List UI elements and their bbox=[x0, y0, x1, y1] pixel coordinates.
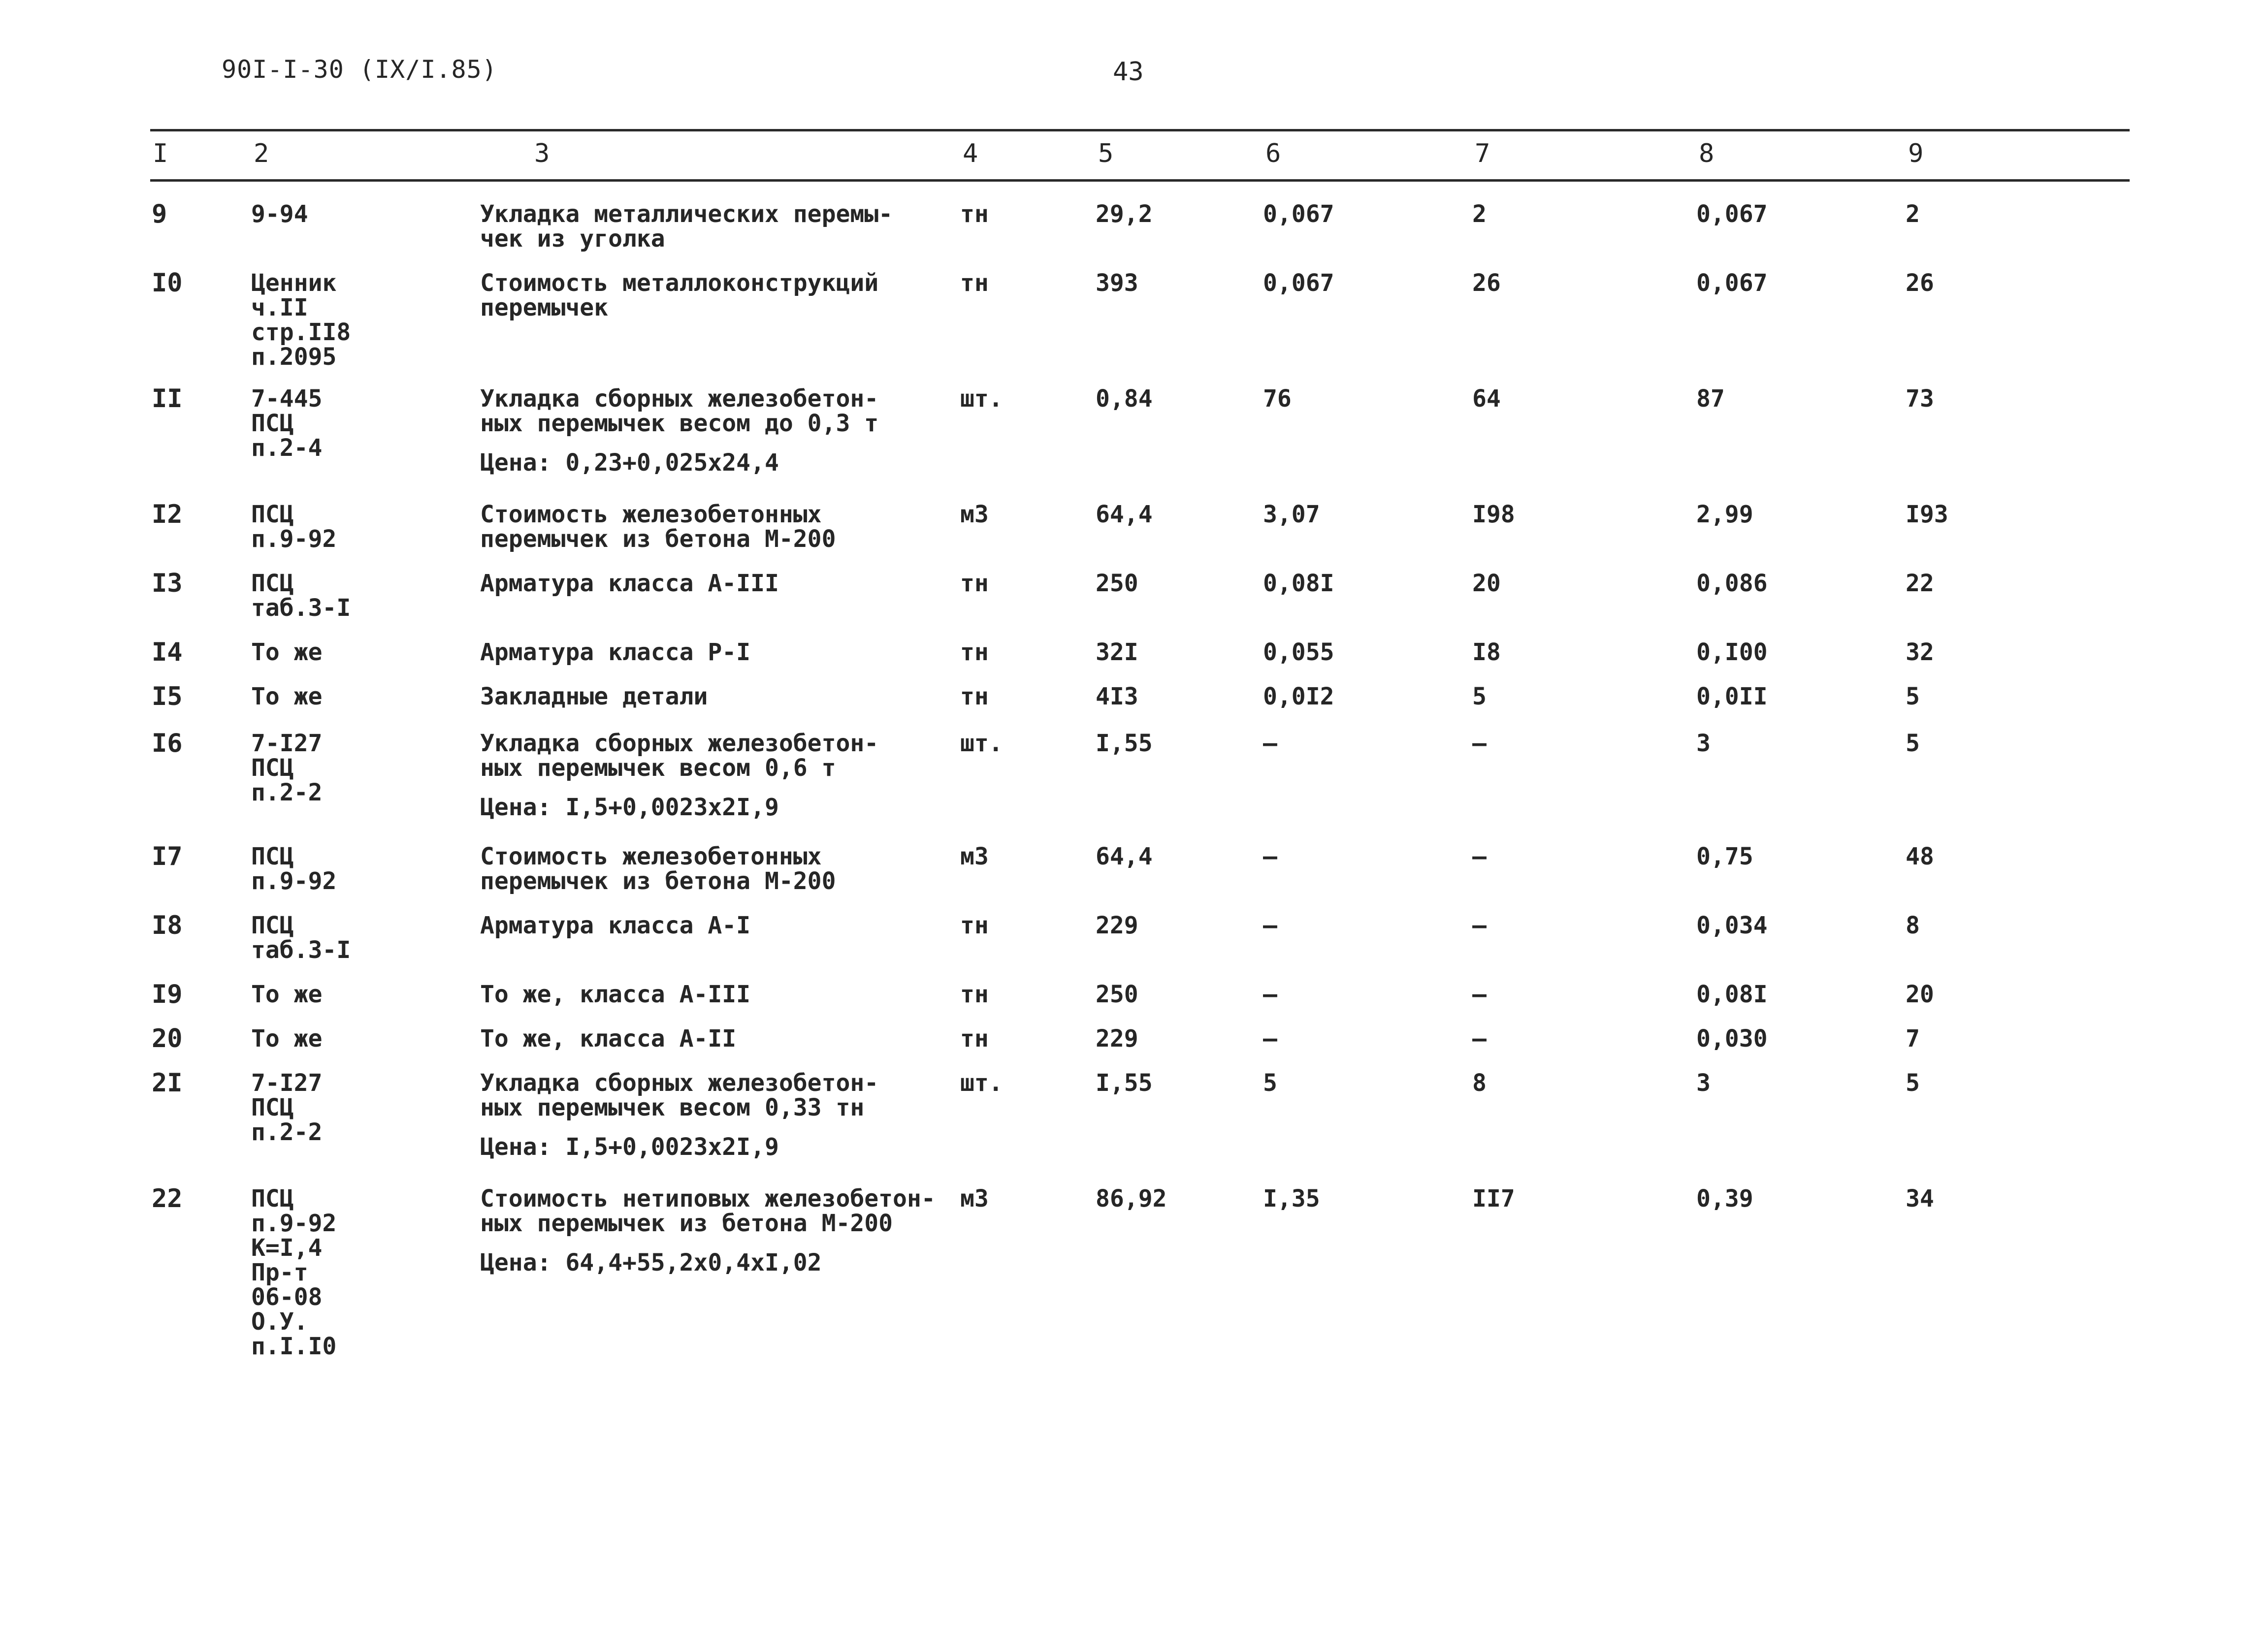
quantity-2: 0,086 bbox=[1696, 570, 1768, 597]
price-formula: Цена: 0,23+0,025х24,4 bbox=[480, 449, 779, 477]
norm-reference-line: п.2-4 bbox=[251, 434, 323, 462]
unit-cost: 229 bbox=[1096, 912, 1138, 939]
work-description bbox=[480, 982, 750, 1007]
work-description-line: То же, класса А-II bbox=[480, 1025, 737, 1053]
column-header: 4 bbox=[963, 139, 978, 168]
unit-cost: I,55 bbox=[1096, 730, 1153, 757]
norm-reference-line: ПСЦ bbox=[251, 1185, 294, 1213]
norm-reference bbox=[251, 386, 323, 460]
norm-reference-line: О.У. bbox=[251, 1308, 308, 1336]
cost-2: 73 bbox=[1906, 385, 1934, 413]
norm-reference bbox=[251, 731, 323, 805]
work-description bbox=[480, 684, 708, 709]
cost-1: 8 bbox=[1472, 1069, 1487, 1097]
quantity-2: 0,0II bbox=[1696, 683, 1768, 710]
row-number: I9 bbox=[152, 980, 183, 1009]
cost-2: 20 bbox=[1906, 981, 1934, 1008]
norm-reference-line: ПСЦ bbox=[251, 501, 294, 528]
work-description bbox=[480, 1186, 936, 1275]
column-header: 6 bbox=[1265, 139, 1281, 168]
norm-reference bbox=[251, 844, 336, 894]
row-number: I0 bbox=[152, 268, 183, 298]
unit-cost: 64,4 bbox=[1096, 501, 1153, 528]
norm-reference bbox=[251, 913, 351, 962]
unit: тн bbox=[960, 981, 989, 1008]
norm-reference-line: п.2095 bbox=[251, 343, 337, 371]
cost-2: 48 bbox=[1906, 843, 1934, 870]
work-description-line: перемычек из бетона М-200 bbox=[480, 867, 836, 895]
norm-reference-line: Пр-т bbox=[251, 1259, 308, 1286]
quantity-2: 0,08I bbox=[1696, 981, 1768, 1008]
norm-reference-line: То же bbox=[251, 981, 323, 1008]
column-header: I bbox=[153, 139, 168, 168]
cost-1: 26 bbox=[1472, 269, 1501, 297]
norm-reference bbox=[251, 571, 351, 620]
price-formula: Цена: I,5+0,0023х2I,9 bbox=[480, 794, 779, 821]
cost-1: 2 bbox=[1472, 200, 1487, 228]
page-number: 43 bbox=[1113, 57, 1144, 87]
work-description-line: Стоимость нетиповых железобетон- bbox=[480, 1185, 936, 1213]
table-top-rule bbox=[150, 129, 2130, 131]
norm-reference-line: То же bbox=[251, 638, 323, 666]
norm-reference bbox=[251, 202, 308, 226]
work-description-line: Стоимость железобетонных bbox=[480, 843, 822, 870]
norm-reference-line: Ценник bbox=[251, 269, 337, 297]
row-number: 2I bbox=[152, 1068, 183, 1098]
work-description-line: Укладка сборных железобетон- bbox=[480, 1069, 879, 1097]
quantity-2: 0,75 bbox=[1696, 843, 1753, 870]
unit: шт. bbox=[960, 730, 1003, 757]
row-number: I3 bbox=[152, 569, 183, 598]
quantity-2: 0,030 bbox=[1696, 1025, 1768, 1053]
unit: тн bbox=[960, 200, 989, 228]
norm-reference-line: таб.3-I bbox=[251, 594, 351, 622]
row-number: I4 bbox=[152, 638, 183, 667]
cost-2: 8 bbox=[1906, 912, 1920, 939]
quantity-1: – bbox=[1263, 730, 1277, 757]
norm-reference-line: К=I,4 bbox=[251, 1234, 323, 1262]
column-header: 8 bbox=[1699, 139, 1715, 168]
quantity-2: 0,I00 bbox=[1696, 638, 1768, 666]
row-number: I8 bbox=[152, 911, 183, 940]
work-description bbox=[480, 913, 750, 938]
norm-reference-line: ПСЦ bbox=[251, 843, 294, 870]
cost-1: – bbox=[1472, 981, 1487, 1008]
quantity-1: I,35 bbox=[1263, 1185, 1320, 1213]
table-header-rule bbox=[150, 179, 2130, 182]
work-description-line: ных перемычек из бетона М-200 bbox=[480, 1210, 893, 1237]
unit: шт. bbox=[960, 1069, 1003, 1097]
unit-cost: 4I3 bbox=[1096, 683, 1138, 710]
work-description bbox=[480, 731, 878, 820]
quantity-1: 0,0I2 bbox=[1263, 683, 1334, 710]
work-description-line: перемычек из бетона М-200 bbox=[480, 525, 836, 553]
cost-2: 26 bbox=[1906, 269, 1934, 297]
column-header: 2 bbox=[254, 139, 269, 168]
norm-reference-line: п.2-2 bbox=[251, 779, 323, 806]
quantity-1: – bbox=[1263, 1025, 1277, 1053]
norm-reference-line: 7-I27 bbox=[251, 1069, 323, 1097]
column-header: 7 bbox=[1475, 139, 1490, 168]
work-description bbox=[480, 571, 779, 596]
cost-2: 22 bbox=[1906, 570, 1934, 597]
work-description bbox=[480, 502, 836, 551]
quantity-1: 0,067 bbox=[1263, 269, 1334, 297]
work-description-line: Укладка сборных железобетон- bbox=[480, 385, 879, 413]
norm-reference bbox=[251, 502, 336, 551]
column-header: 3 bbox=[534, 139, 550, 168]
work-description-line: чек из уголка bbox=[480, 225, 665, 253]
quantity-1: 0,08I bbox=[1263, 570, 1334, 597]
column-header: 5 bbox=[1098, 139, 1114, 168]
row-number: I6 bbox=[152, 729, 183, 758]
row-number: II bbox=[152, 384, 183, 414]
work-description bbox=[480, 202, 893, 251]
quantity-1: 5 bbox=[1263, 1069, 1277, 1097]
norm-reference-line: п.I.I0 bbox=[251, 1333, 337, 1360]
norm-reference bbox=[251, 271, 351, 369]
norm-reference-line: ПСЦ bbox=[251, 754, 294, 782]
work-description-line: ных перемычек весом 0,33 тн bbox=[480, 1094, 865, 1121]
norm-reference-line: ч.II bbox=[251, 294, 308, 321]
quantity-2: 0,034 bbox=[1696, 912, 1768, 939]
quantity-1: 3,07 bbox=[1263, 501, 1320, 528]
cost-1: 5 bbox=[1472, 683, 1487, 710]
price-formula: Цена: 64,4+55,2х0,4хI,02 bbox=[480, 1249, 822, 1277]
cost-1: – bbox=[1472, 912, 1487, 939]
norm-reference-line: 9-94 bbox=[251, 200, 308, 228]
work-description-line: перемычек bbox=[480, 294, 609, 321]
unit-cost: 0,84 bbox=[1096, 385, 1153, 413]
work-description bbox=[480, 844, 836, 894]
row-number: 22 bbox=[152, 1184, 183, 1213]
work-description-line: Арматура класса Р-I bbox=[480, 638, 751, 666]
unit-cost: I,55 bbox=[1096, 1069, 1153, 1097]
unit: м3 bbox=[960, 1185, 989, 1213]
row-number: I5 bbox=[152, 682, 183, 711]
unit-cost: 64,4 bbox=[1096, 843, 1153, 870]
norm-reference-line: 7-I27 bbox=[251, 730, 323, 757]
norm-reference-line: ПСЦ bbox=[251, 1094, 294, 1121]
unit-cost: 250 bbox=[1096, 570, 1138, 597]
quantity-2: 0,39 bbox=[1696, 1185, 1753, 1213]
cost-2: 7 bbox=[1906, 1025, 1920, 1053]
quantity-2: 87 bbox=[1696, 385, 1725, 413]
cost-2: 2 bbox=[1906, 200, 1920, 228]
quantity-2: 0,067 bbox=[1696, 269, 1768, 297]
norm-reference-line: стр.II8 bbox=[251, 319, 351, 346]
cost-1: I98 bbox=[1472, 501, 1515, 528]
cost-1: – bbox=[1472, 843, 1487, 870]
unit: тн bbox=[960, 912, 989, 939]
quantity-2: 2,99 bbox=[1696, 501, 1753, 528]
quantity-2: 3 bbox=[1696, 730, 1711, 757]
work-description-line: То же, класса А-III bbox=[480, 981, 751, 1008]
cost-2: 32 bbox=[1906, 638, 1934, 666]
norm-reference-line: таб.3-I bbox=[251, 936, 351, 964]
norm-reference-line: 7-445 bbox=[251, 385, 323, 413]
unit: м3 bbox=[960, 501, 989, 528]
norm-reference-line: ПСЦ bbox=[251, 912, 294, 939]
quantity-1: – bbox=[1263, 912, 1277, 939]
quantity-2: 3 bbox=[1696, 1069, 1711, 1097]
cost-1: – bbox=[1472, 730, 1487, 757]
row-number: 9 bbox=[152, 199, 167, 229]
cost-1: 64 bbox=[1472, 385, 1501, 413]
work-description-line: Закладные детали bbox=[480, 683, 708, 710]
norm-reference-line: То же bbox=[251, 683, 323, 710]
norm-reference-line: п.2-2 bbox=[251, 1118, 323, 1146]
unit-cost: 229 bbox=[1096, 1025, 1138, 1053]
work-description-line: Укладка сборных железобетон- bbox=[480, 730, 879, 757]
norm-reference bbox=[251, 982, 323, 1007]
work-description bbox=[480, 1071, 878, 1159]
row-number: I7 bbox=[152, 842, 183, 871]
row-number: I2 bbox=[152, 500, 183, 529]
cost-1: I8 bbox=[1472, 638, 1501, 666]
quantity-1: 0,067 bbox=[1263, 200, 1334, 228]
price-formula: Цена: I,5+0,0023х2I,9 bbox=[480, 1133, 779, 1161]
work-description-line: ных перемычек весом до 0,3 т bbox=[480, 410, 879, 437]
row-number: 20 bbox=[152, 1024, 183, 1053]
quantity-1: – bbox=[1263, 981, 1277, 1008]
unit: тн bbox=[960, 638, 989, 666]
quantity-2: 0,067 bbox=[1696, 200, 1768, 228]
norm-reference-line: п.9-92 bbox=[251, 1210, 337, 1237]
norm-reference bbox=[251, 1186, 336, 1359]
unit: тн bbox=[960, 1025, 989, 1053]
work-description-line: ных перемычек весом 0,6 т bbox=[480, 754, 836, 782]
unit: м3 bbox=[960, 843, 989, 870]
unit: тн bbox=[960, 683, 989, 710]
norm-reference-line: п.9-92 bbox=[251, 867, 337, 895]
unit: тн bbox=[960, 269, 989, 297]
unit-cost: 29,2 bbox=[1096, 200, 1153, 228]
norm-reference bbox=[251, 1026, 323, 1051]
cost-1: – bbox=[1472, 1025, 1487, 1053]
work-description-line: Арматура класса А-III bbox=[480, 570, 779, 597]
norm-reference-line: ПСЦ bbox=[251, 410, 294, 437]
norm-reference-line: п.9-92 bbox=[251, 525, 337, 553]
norm-reference bbox=[251, 684, 323, 709]
quantity-1: 0,055 bbox=[1263, 638, 1334, 666]
unit-cost: 32I bbox=[1096, 638, 1138, 666]
unit-cost: 250 bbox=[1096, 981, 1138, 1008]
norm-reference-line: 06-08 bbox=[251, 1283, 323, 1311]
work-description-line: Стоимость металлоконструкций bbox=[480, 269, 879, 297]
cost-2: 5 bbox=[1906, 683, 1920, 710]
unit-cost: 86,92 bbox=[1096, 1185, 1167, 1213]
cost-2: I93 bbox=[1906, 501, 1948, 528]
norm-reference-line: ПСЦ bbox=[251, 570, 294, 597]
work-description-line: Арматура класса А-I bbox=[480, 912, 751, 939]
quantity-1: 76 bbox=[1263, 385, 1292, 413]
norm-reference bbox=[251, 1071, 323, 1145]
work-description bbox=[480, 640, 750, 665]
work-description bbox=[480, 271, 878, 320]
unit: тн bbox=[960, 570, 989, 597]
cost-2: 5 bbox=[1906, 730, 1920, 757]
work-description-line: Стоимость железобетонных bbox=[480, 501, 822, 528]
column-header: 9 bbox=[1908, 139, 1924, 168]
unit: шт. bbox=[960, 385, 1003, 413]
cost-1: II7 bbox=[1472, 1185, 1515, 1213]
norm-reference bbox=[251, 640, 323, 665]
unit-cost: 393 bbox=[1096, 269, 1138, 297]
document-code: 90I-I-30 (IX/I.85) bbox=[222, 55, 497, 84]
norm-reference-line: То же bbox=[251, 1025, 323, 1053]
work-description bbox=[480, 1026, 736, 1051]
work-description bbox=[480, 386, 878, 475]
work-description-line: Укладка металлических перемы- bbox=[480, 200, 893, 228]
column-number-header bbox=[0, 139, 2268, 173]
cost-2: 5 bbox=[1906, 1069, 1920, 1097]
cost-1: 20 bbox=[1472, 570, 1501, 597]
quantity-1: – bbox=[1263, 843, 1277, 870]
cost-2: 34 bbox=[1906, 1185, 1934, 1213]
